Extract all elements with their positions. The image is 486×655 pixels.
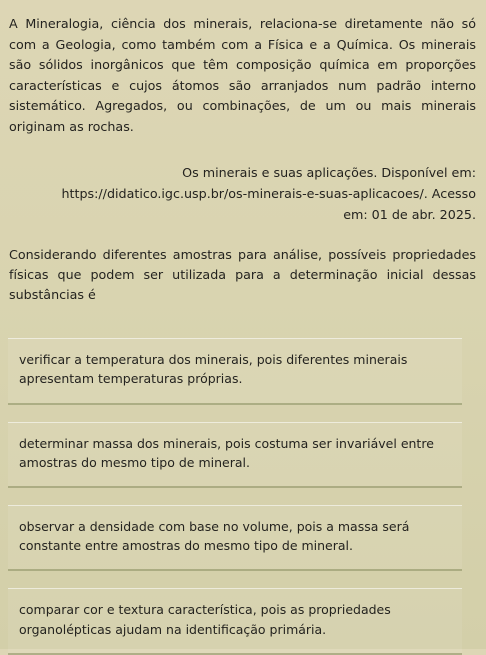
answer-option-3[interactable] xyxy=(8,505,462,571)
source-citation xyxy=(9,162,476,225)
answer-option-2-text: determinar massa dos minerais, pois costuma ser invariável entre amostras do mesmo tipo de mineral. xyxy=(19,435,434,470)
intro-paragraph: A Mineralogia, ciência dos minerais, relaciona-se diretamente não só com a Geologia, como também com a Física e a Química. Os minerais são sólidos inorgânicos que têm composição química em proporções características e cujos átomos são arranjados num padrão interno sistemático. Agregados, ou combinações, de um ou mais minerais originam as rochas. xyxy=(9,16,476,134)
source-line-2: https://didatico.igc.usp.br/os-minerais-e-suas-aplicacoes/. Acesso xyxy=(61,185,476,201)
answer-option-3-text: observar a densidade com base no volume, pois a massa será constante entre amostras do mesmo tipo de mineral. xyxy=(19,518,410,554)
answer-option-2[interactable] xyxy=(8,422,462,488)
answer-option-1[interactable] xyxy=(8,338,462,404)
source-line-3: em: 01 de abr. 2025. xyxy=(343,206,476,222)
answer-option-4[interactable] xyxy=(8,588,462,654)
source-line-1: Os minerais e suas aplicações. Disponível em: xyxy=(182,164,476,180)
answer-options xyxy=(8,338,462,655)
answer-option-1-text: verificar a temperatura dos minerais, pois diferentes minerais apresentam temperaturas próprias. xyxy=(19,352,408,387)
answer-option-4-text: comparar cor e textura característica, pois as propriedades organolépticas ajudam na identificação primária. xyxy=(19,602,391,637)
question-text: Considerando diferentes amostras para análise, possíveis propriedades físicas que podem ser utilizada para a determinação inicial dessas substâncias é xyxy=(9,246,476,302)
